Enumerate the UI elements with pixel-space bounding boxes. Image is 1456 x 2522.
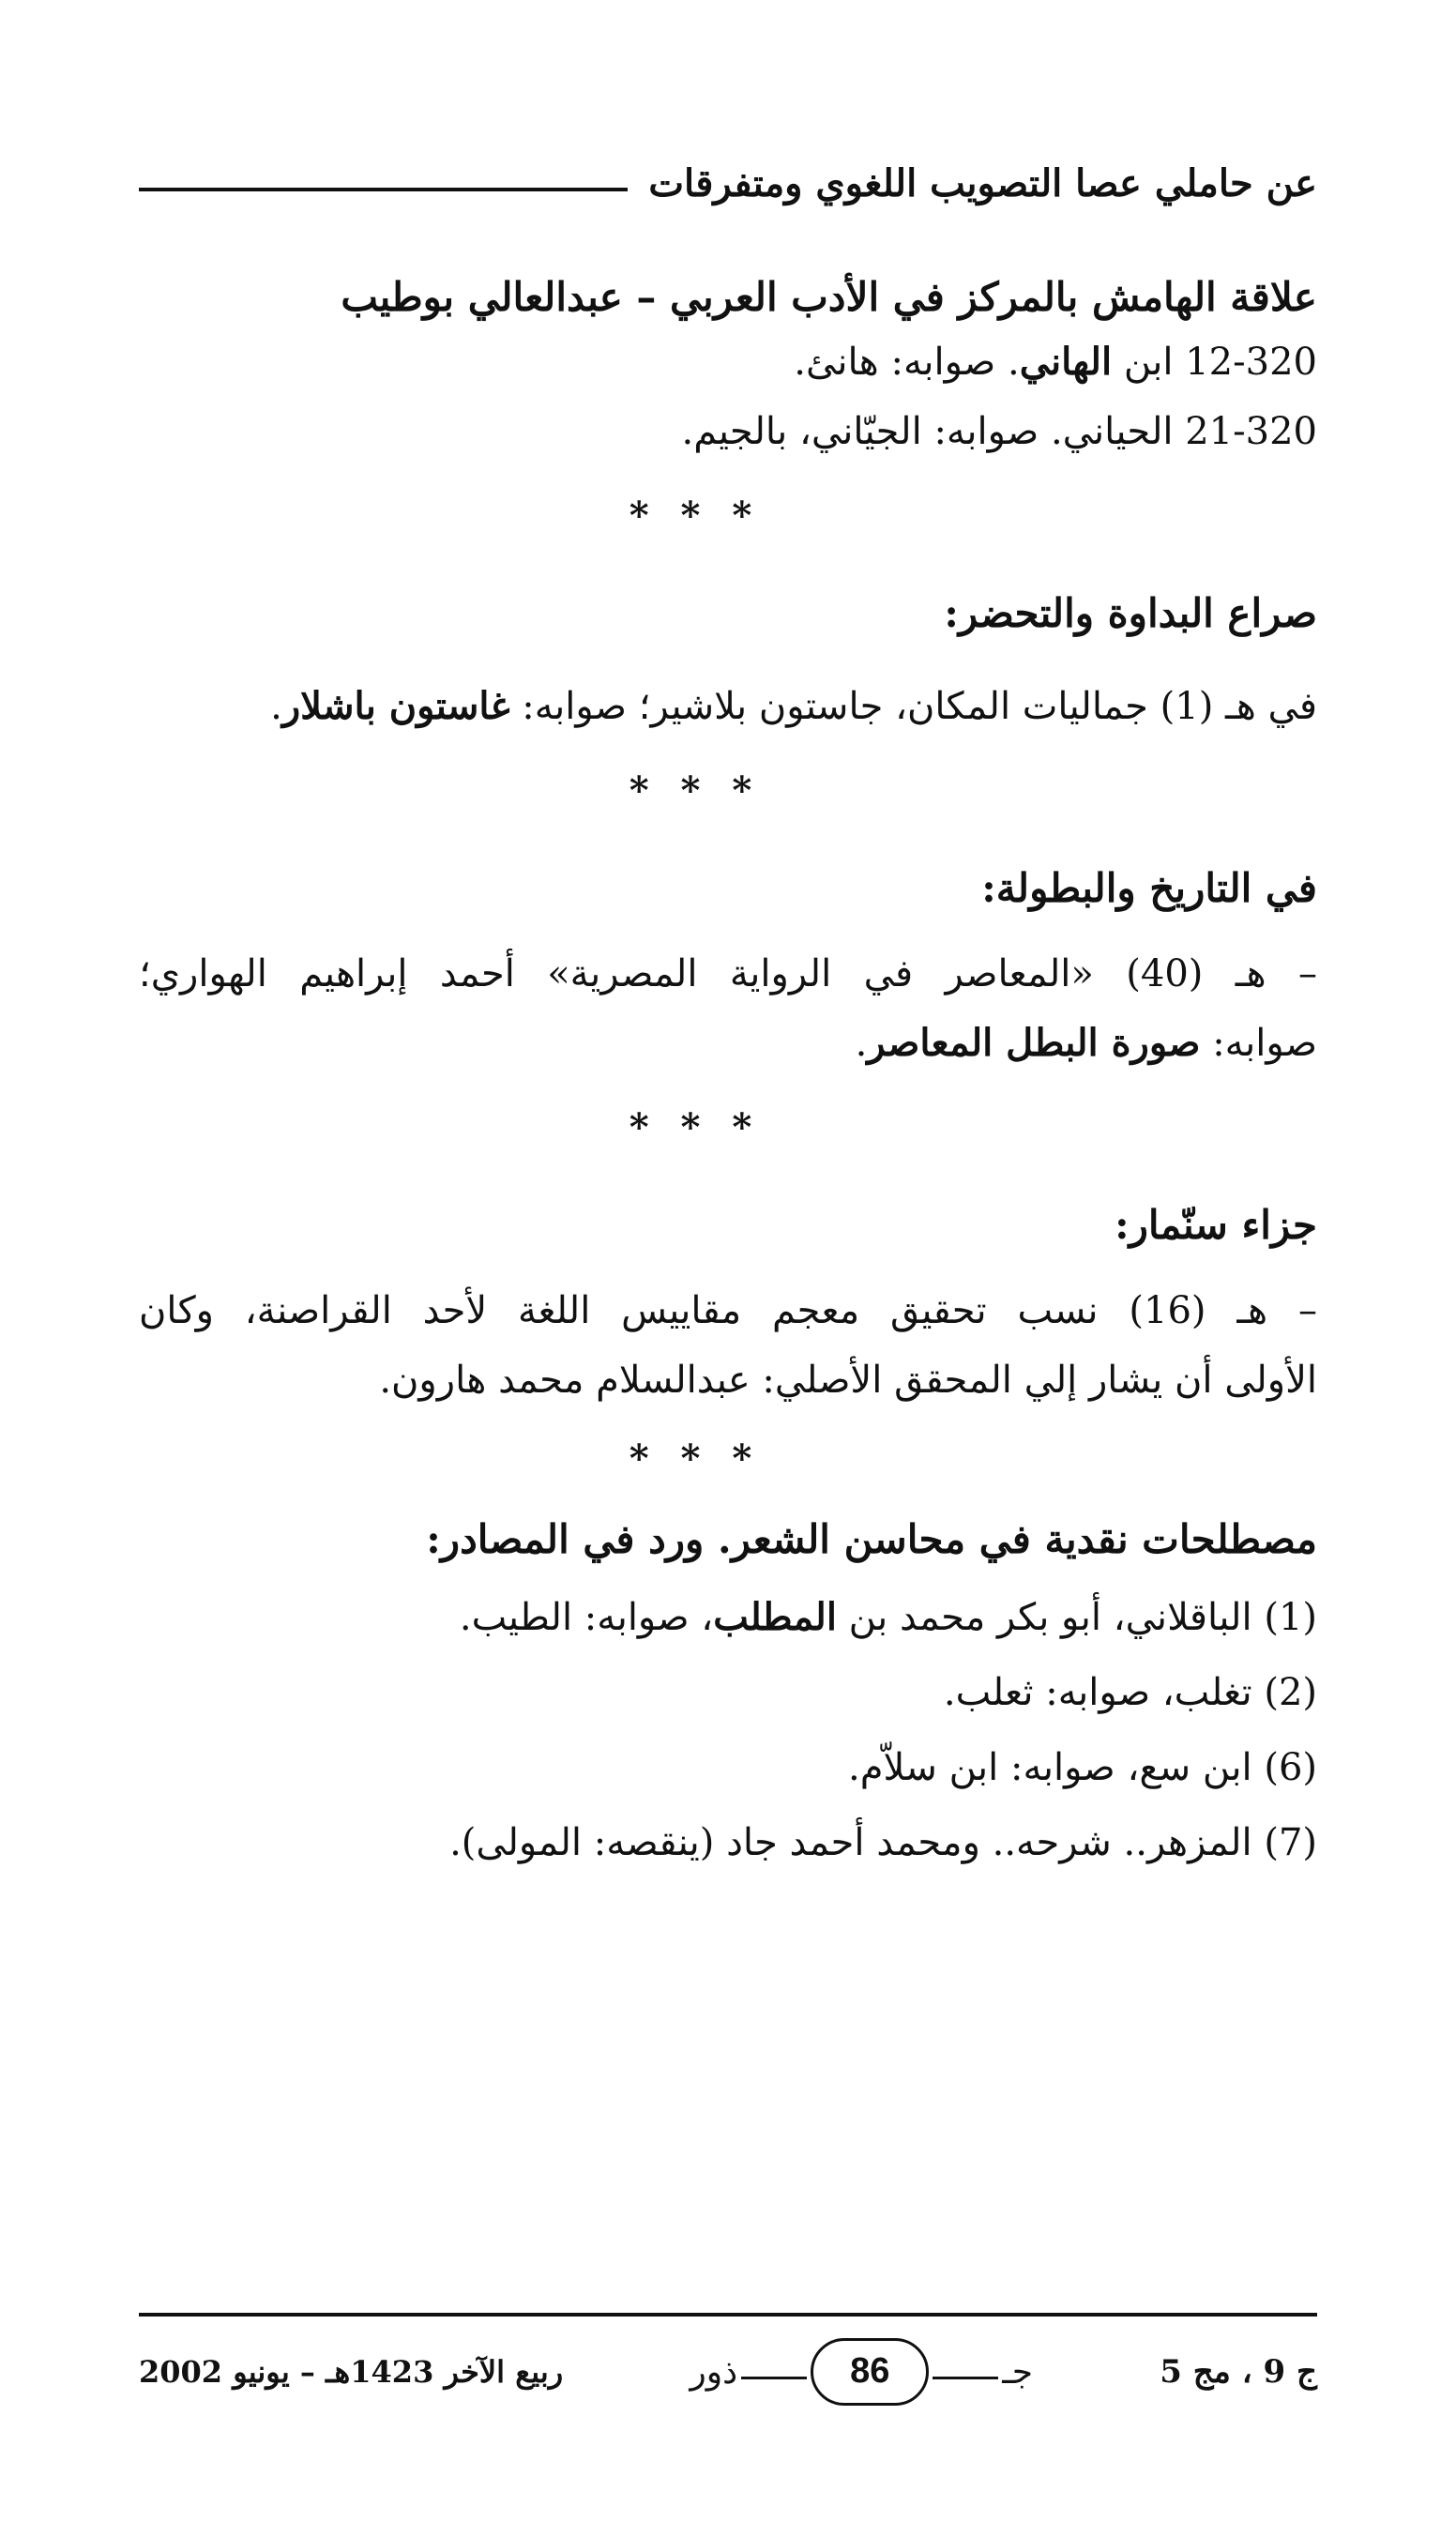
entry-line <box>139 1740 1317 1796</box>
section-3 <box>139 858 1317 1071</box>
entry-line <box>139 1352 1317 1408</box>
entry-text: (1) الباقلاني، أبو بكر محمد بن <box>836 1596 1317 1639</box>
entry-line <box>139 1815 1317 1871</box>
entry-bold: الهاني <box>1019 340 1113 384</box>
page-number: 86 <box>811 2338 929 2406</box>
entry-line <box>139 1589 1317 1646</box>
footer-dash <box>741 2377 807 2379</box>
entry-text: (2) تغلب، صوابه: ثعلب. <box>943 1671 1317 1714</box>
entry-text: – هـ (16) نسب تحقيق معجم مقاييس اللغة لأحد القراصنة، وكان <box>139 1289 1317 1332</box>
section-4 <box>139 1195 1317 1408</box>
entry-text: 21-320 الحياني. صوابه: الجيّاني، بالجيم. <box>681 410 1317 453</box>
entry-line <box>139 1664 1317 1721</box>
running-head <box>139 155 1317 211</box>
section-1 <box>139 267 1317 460</box>
entry-line <box>139 1015 1317 1071</box>
section-heading: جزاء سنّمار: <box>1115 1202 1317 1248</box>
entry-line <box>139 1283 1317 1339</box>
entry-text: الأولى أن يشار إلي المحقق الأصلي: عبدالسلام محمد هارون. <box>379 1359 1317 1402</box>
separator-stars: * * * <box>629 1105 762 1149</box>
running-head-rule <box>139 188 628 191</box>
section-heading: صراع البداوة والتحضر: <box>944 590 1317 636</box>
entry-text: (7) المزهر.. شرحه.. ومحمد أحمد جاد (ينقصه: المولى). <box>449 1821 1317 1864</box>
entry-bold: المطلب <box>713 1595 837 1639</box>
entry-text-post: . صوابه: هانئ. <box>794 341 1020 384</box>
entry-line <box>139 334 1317 390</box>
section-heading: في التاريخ والبطولة: <box>981 865 1317 911</box>
entry-bold: صورة البطل المعاصر <box>867 1021 1201 1065</box>
entry-text-post: ، صوابه: الطيب. <box>459 1596 714 1639</box>
section-heading: علاقة الهامش بالمركز في الأدب العربي – عبدالعالي بوطيب <box>341 274 1317 320</box>
footer-journal-left: جـ <box>1002 2352 1034 2392</box>
entry-line <box>139 678 1317 735</box>
footer-rule <box>139 2313 1317 2317</box>
footer-journal <box>690 2338 1033 2406</box>
entry-text: صوابه: <box>1200 1022 1317 1065</box>
entry-text-post: . <box>855 1022 868 1065</box>
footer-dash <box>933 2377 998 2379</box>
footer-date: ربيع الآخر 1423هـ – يونيو 2002 <box>139 2354 564 2390</box>
section-heading: مصطلحات نقدية في محاسن الشعر. ورد في المصادر: <box>426 1516 1317 1562</box>
running-head-title: عن حاملي عصا التصويب اللغوي ومتفرقات <box>648 160 1317 205</box>
separator-stars: * * * <box>629 1436 762 1481</box>
separator-stars: * * * <box>629 768 762 813</box>
footer-journal-right: ذور <box>690 2352 738 2392</box>
page-footer <box>139 2334 1317 2409</box>
entry-line <box>139 946 1317 1002</box>
entry-line <box>139 403 1317 460</box>
entry-text: 12-320 ابن <box>1112 341 1317 384</box>
entry-text: في هـ (1) جماليات المكان، جاستون بلاشير؛ صوابه: <box>509 685 1317 728</box>
separator-stars: * * * <box>629 494 762 538</box>
entry-text-post: . <box>270 685 282 728</box>
footer-issue: ج 9 ، مج 5 <box>1160 2353 1317 2391</box>
entry-text: (6) ابن سع، صوابه: ابن سلاّم. <box>847 1746 1317 1789</box>
section-2 <box>139 584 1317 735</box>
entry-text: – هـ (40) «المعاصر في الرواية المصرية» أحمد إبراهيم الهواري؛ <box>139 952 1317 995</box>
article-body <box>139 267 1317 1871</box>
entry-bold: غاستون باشلار <box>281 684 510 728</box>
section-5 <box>139 1510 1317 1871</box>
